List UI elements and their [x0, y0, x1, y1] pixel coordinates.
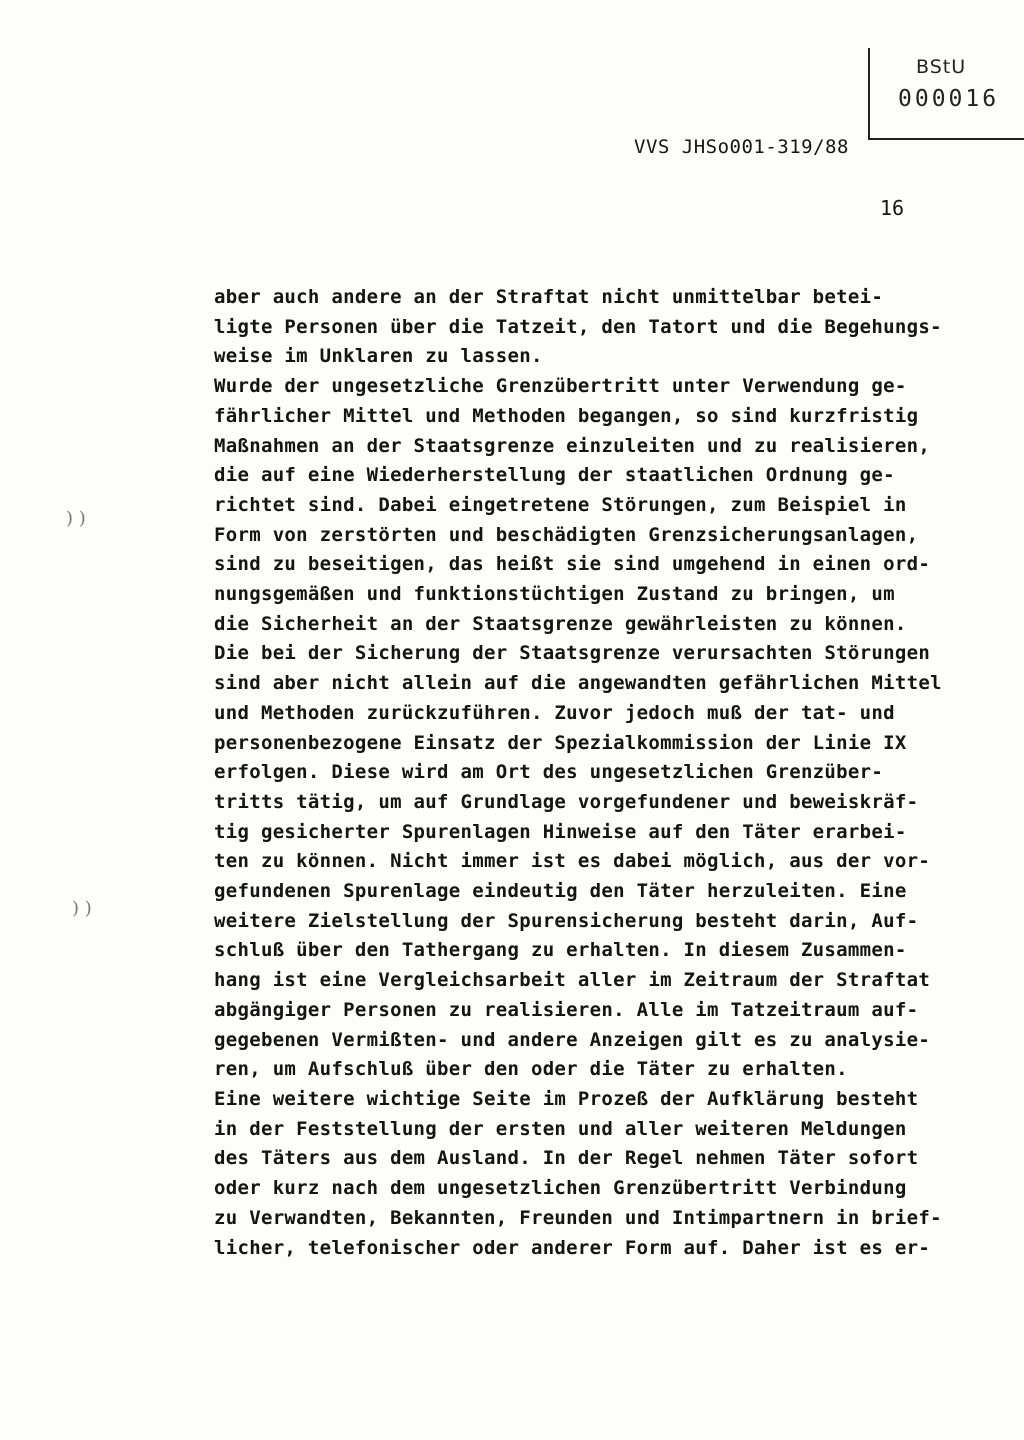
- text-line: fährlicher Mittel und Methoden begangen, so sind kurzfristig: [214, 404, 919, 427]
- text-line: Eine weitere wichtige Seite im Prozeß der Aufklärung besteht: [214, 1087, 919, 1110]
- margin-mark: ) ): [72, 898, 92, 919]
- text-line: licher, telefonischer oder anderer Form auf. Daher ist es er-: [214, 1236, 931, 1259]
- text-line: des Täters aus dem Ausland. In der Regel nehmen Täter sofort: [214, 1147, 919, 1170]
- stamp-label: BStU: [916, 56, 967, 78]
- body-text: [214, 283, 994, 1263]
- text-line: oder kurz nach dem ungesetzlichen Grenzübertritt Verbindung: [214, 1177, 907, 1200]
- text-line: Wurde der ungesetzliche Grenzübertritt unter Verwendung ge-: [214, 375, 907, 398]
- text-line: ligte Personen über die Tatzeit, den Tatort und die Begehungs-: [214, 315, 942, 338]
- text-line: ten zu können. Nicht immer ist es dabei möglich, aus der vor-: [214, 850, 931, 873]
- text-line: gegebenen Vermißten- und andere Anzeigen gilt es zu analysie-: [214, 1028, 931, 1051]
- document-reference: VVS JHSo001-319/88: [634, 136, 849, 158]
- text-line: weise im Unklaren zu lassen.: [214, 345, 543, 368]
- text-line: sind aber nicht allein auf die angewandten gefährlichen Mittel: [214, 672, 942, 695]
- text-line: richtet sind. Dabei eingetretene Störungen, zum Beispiel in: [214, 493, 907, 516]
- text-line: Maßnahmen an der Staatsgrenze einzuleiten und zu realisieren,: [214, 434, 931, 457]
- archive-stamp: [868, 48, 1024, 140]
- text-line: tritts tätig, um auf Grundlage vorgefundener und beweiskräf-: [214, 790, 919, 813]
- text-line: zu Verwandten, Bekannten, Freunden und Intimpartnern in brief-: [214, 1206, 942, 1229]
- text-line: tig gesicherter Spurenlagen Hinweise auf den Täter erarbei-: [214, 820, 907, 843]
- text-line: die auf eine Wiederherstellung der staatlichen Ordnung ge-: [214, 464, 895, 487]
- text-line: hang ist eine Vergleichsarbeit aller im Zeitraum der Straftat: [214, 969, 931, 992]
- text-line: in der Feststellung der ersten und aller weiteren Meldungen: [214, 1117, 907, 1140]
- text-line: schluß über den Tathergang zu erhalten. In diesem Zusammen-: [214, 939, 907, 962]
- text-line: Die bei der Sicherung der Staatsgrenze verursachten Störungen: [214, 642, 931, 665]
- text-line: Form von zerstörten und beschädigten Grenzsicherungsanlagen,: [214, 523, 919, 546]
- text-line: sind zu beseitigen, das heißt sie sind umgehend in einen ord-: [214, 553, 931, 576]
- text-line: nungsgemäßen und funktionstüchtigen Zustand zu bringen, um: [214, 583, 895, 606]
- text-line: und Methoden zurückzuführen. Zuvor jedoch muß der tat- und: [214, 701, 895, 724]
- text-line: personenbezogene Einsatz der Spezialkommission der Linie IX: [214, 731, 907, 754]
- text-line: aber auch andere an der Straftat nicht unmittelbar betei-: [214, 286, 884, 308]
- text-line: weitere Zielstellung der Spurensicherung besteht darin, Auf-: [214, 909, 919, 932]
- text-line: abgängiger Personen zu realisieren. Alle im Tatzeitraum auf-: [214, 998, 919, 1021]
- text-line: erfolgen. Diese wird am Ort des ungesetzlichen Grenzüber-: [214, 761, 884, 784]
- text-line: ren, um Aufschluß über den oder die Täter zu erhalten.: [214, 1058, 848, 1081]
- text-line: gefundenen Spurenlage eindeutig den Täter herzuleiten. Eine: [214, 880, 907, 903]
- page-number: 16: [880, 196, 905, 220]
- margin-mark: ) ): [66, 508, 86, 529]
- stamp-number: 000016: [898, 86, 1000, 112]
- text-line: die Sicherheit an der Staatsgrenze gewährleisten zu können.: [214, 612, 907, 635]
